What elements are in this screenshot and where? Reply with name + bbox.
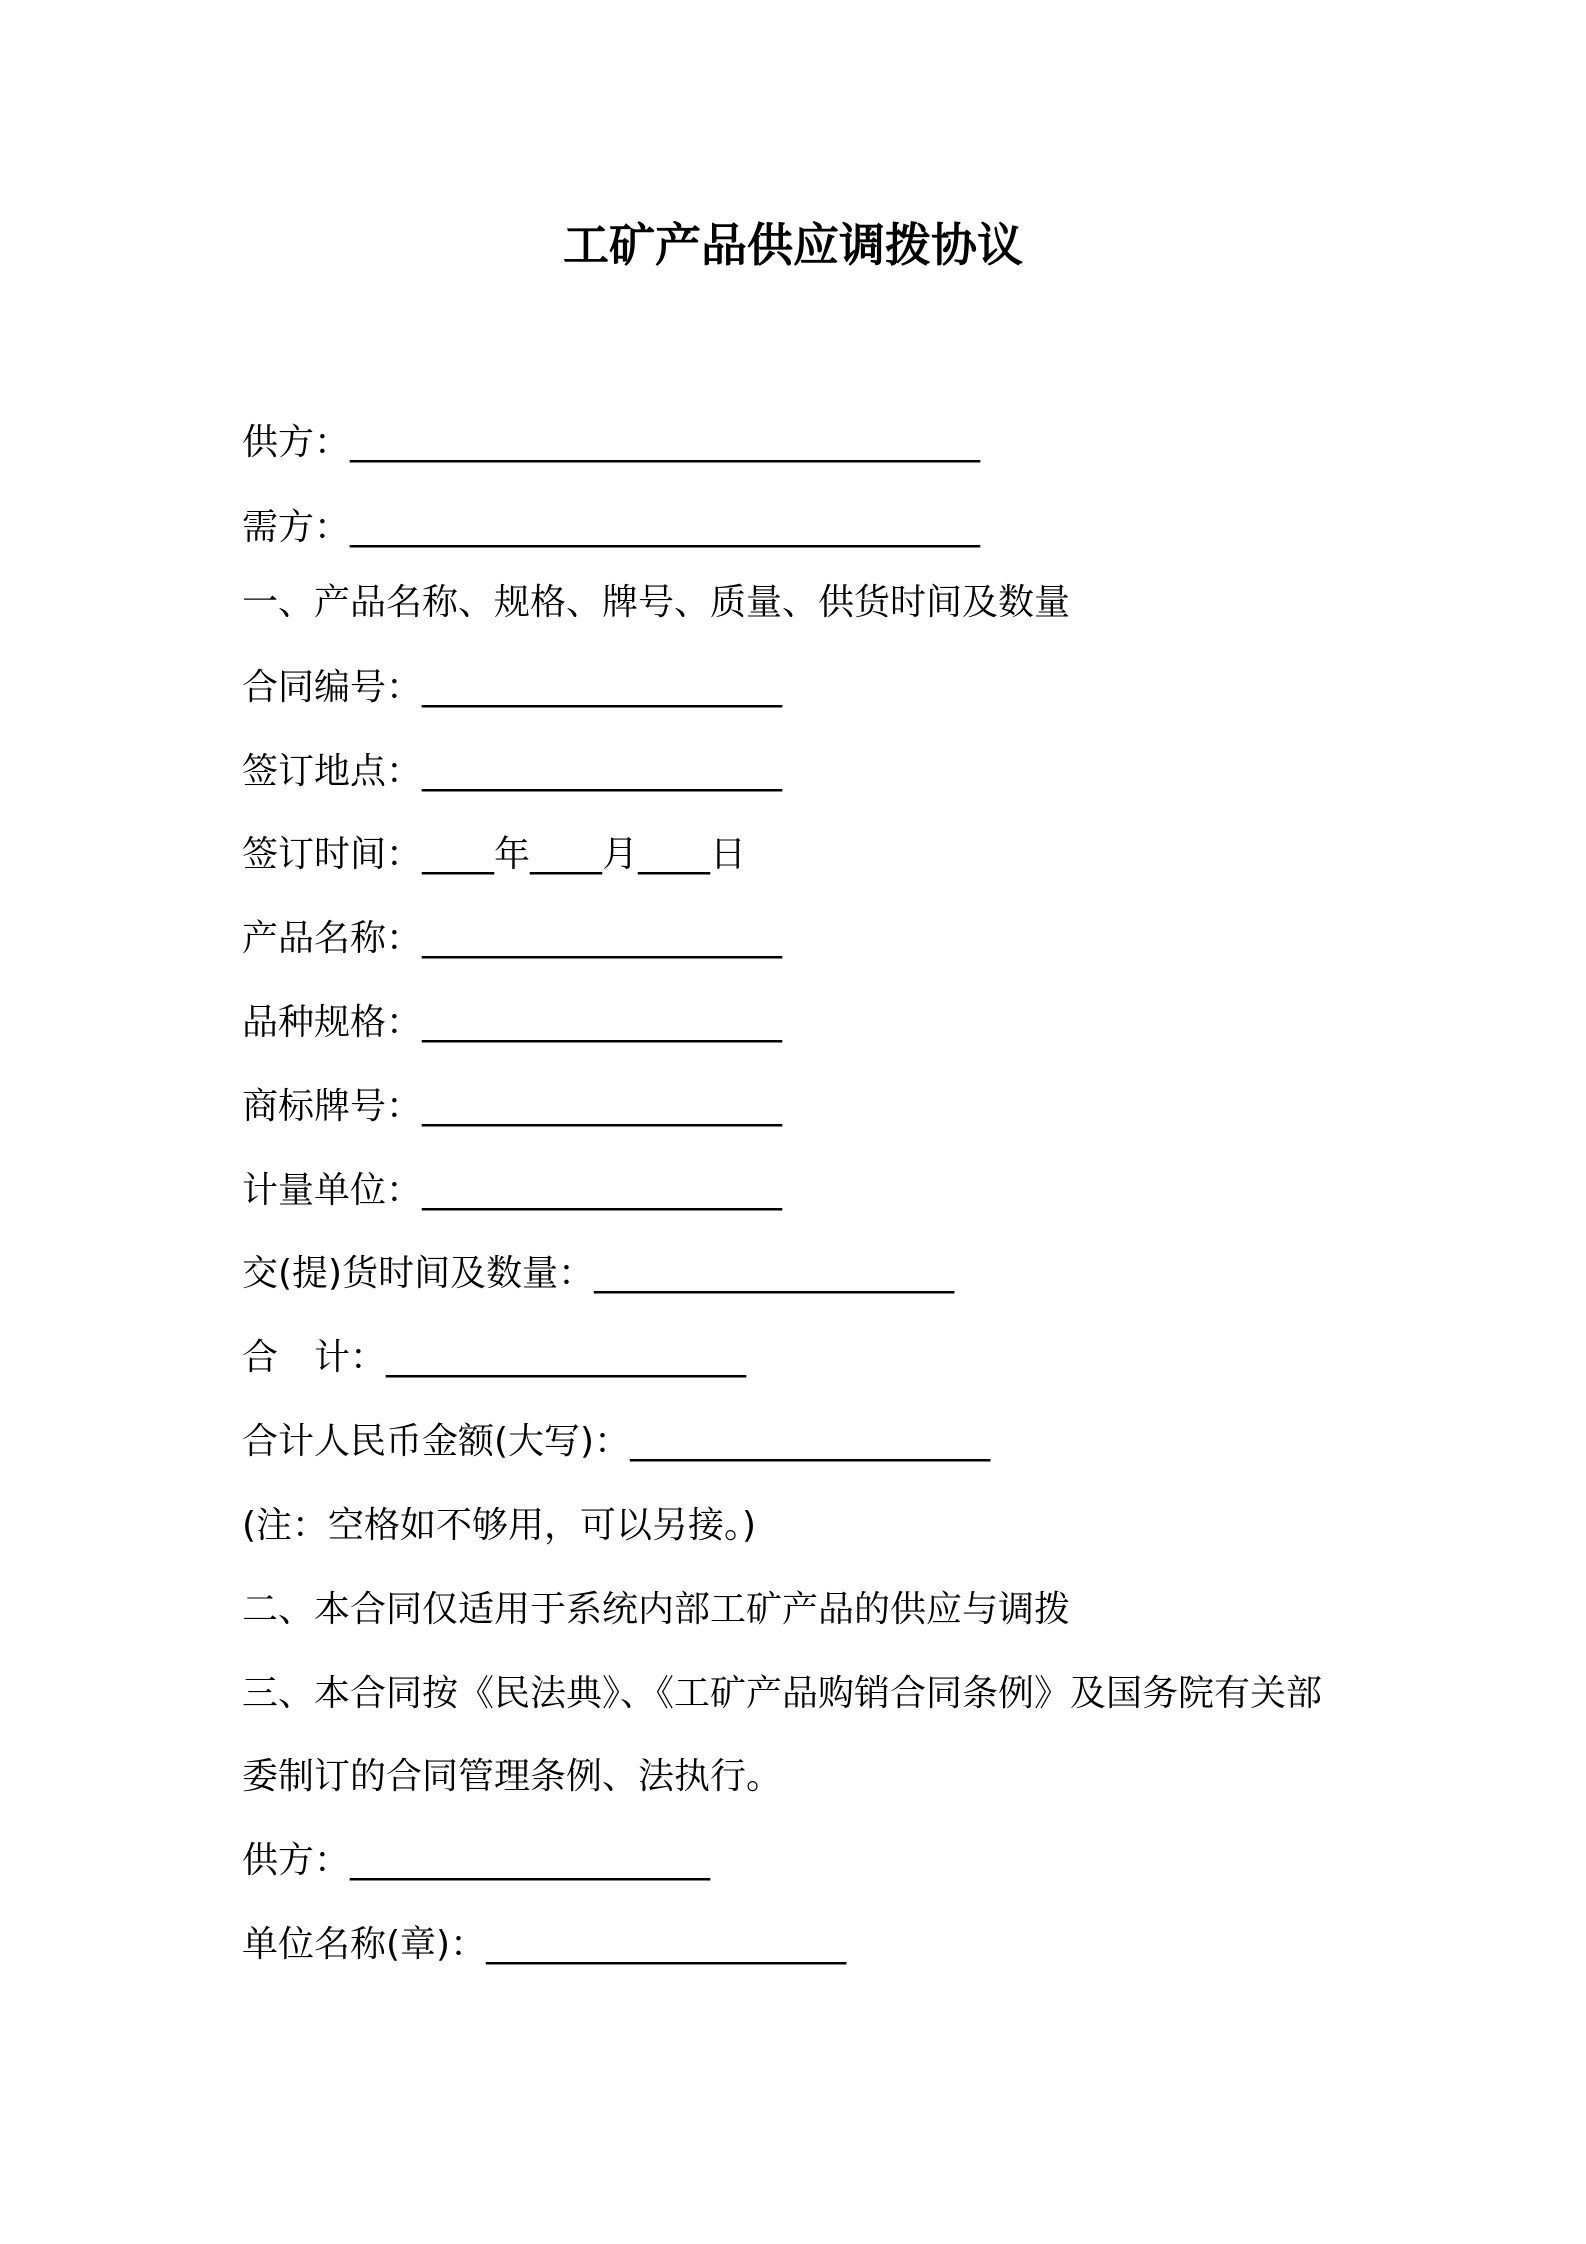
- signing-date-line: 签订时间：____年____月____日: [242, 834, 747, 875]
- section-2-line: 二、本合同仅适用于系统内部工矿产品的供应与调拨: [242, 1589, 1071, 1630]
- unit-line: 计量单位：____________________: [242, 1170, 783, 1211]
- product-name-line: 产品名称：____________________: [242, 918, 783, 959]
- section-3-line-2: 委制订的合同管理条例、法执行。: [242, 1756, 783, 1797]
- total-rmb-amount-line: 合计人民币金额(大写)：____________________: [242, 1421, 991, 1462]
- note-line: (注：空格如不够用，可以另接。): [242, 1505, 757, 1546]
- trademark-line: 商标牌号：____________________: [242, 1086, 783, 1127]
- contract-number-line: 合同编号：____________________: [242, 667, 783, 708]
- section-3-line-1: 三、本合同按《民法典》、《工矿产品购销合同条例》及国务院有关部: [242, 1673, 1323, 1714]
- supplier-line: 供方：___________________________________: [242, 422, 981, 463]
- buyer-line: 需方：___________________________________: [242, 507, 981, 548]
- delivery-time-quantity-line: 交(提)货时间及数量：____________________: [242, 1253, 955, 1294]
- product-spec-line: 品种规格：____________________: [242, 1002, 783, 1043]
- unit-name-seal-line: 单位名称(章)：____________________: [242, 1924, 847, 1965]
- section-1-heading: 一、产品名称、规格、牌号、质量、供货时间及数量: [242, 582, 1071, 623]
- signing-place-line: 签订地点：____________________: [242, 751, 783, 792]
- total-line: 合 计：____________________: [242, 1337, 747, 1378]
- document-title: 工矿产品供应调拨协议: [563, 218, 1023, 272]
- supplier-signature-line: 供方：____________________: [242, 1840, 711, 1881]
